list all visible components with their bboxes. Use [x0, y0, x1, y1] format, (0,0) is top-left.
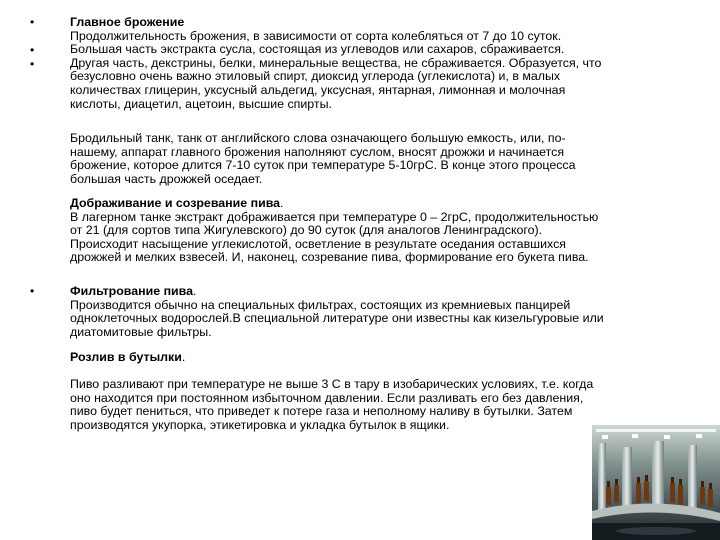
text-line: производятся укупорка, этикетировка и укладка бутылок в ящики.: [70, 417, 450, 432]
section-title: Главное брожение: [70, 15, 185, 29]
section-filtration: [70, 285, 690, 339]
text-line: от 21 (для сортов типа Жигулевского) до 90 суток (для аналогов Ленинградского).: [70, 223, 543, 238]
section-title-line: [70, 197, 690, 211]
text-line: количествах глицерин, уксусный альдегид, уксусная, янтарная, лимонная и молочная: [70, 82, 566, 97]
text-line: Большая часть экстракта сусла, состоящая из углеводов или сахаров, сбраживается.: [70, 42, 565, 57]
section-main-fermentation: [70, 16, 690, 111]
section-title: Дображивание и созревание пива: [70, 196, 281, 210]
text-line: безусловно очень важно этиловый спирт, диоксид углерода (углекислота) и, в малых: [70, 69, 561, 84]
section-title-line: [70, 285, 690, 299]
bottling-line-image: [592, 425, 720, 540]
text-line: большая часть дрожжей оседает.: [70, 171, 263, 186]
text-line: Другая часть, декстрины, белки, минеральные вещества, не сбраживается. Образуется, что: [70, 55, 602, 70]
section-bottling-title: [70, 351, 690, 365]
text-line: кислоты, диацетил, ацетоин, высшие спирты.: [70, 96, 332, 111]
bullet-marker: •: [30, 57, 35, 71]
bullet-marker: •: [30, 15, 35, 29]
bullet-marker: •: [30, 284, 35, 298]
title-punctuation: .: [181, 350, 186, 364]
text-line: Пиво разливают при температуре не выше 3 С в тару в изобарических условиях, т.е. когда: [70, 377, 594, 391]
text-line: дрожжей и мелких взвесей. И, наконец, созревание пива, формирование его букета пива.: [70, 250, 589, 265]
text-line: Происходит насыщение углекислотой, осветление в результате оседания оставшихся: [70, 236, 566, 251]
text-line: Бродильный танк, танк от английского слова означающего большую емкость, или, по-: [70, 131, 566, 145]
section-title: Розлив в бутылки: [70, 350, 182, 364]
text-line: пиво будет пениться, что приведет к потере газа и неполному наливу в бутылки. Затем: [70, 404, 573, 419]
text-line: Продолжительность брожения, в зависимости от сорта колебляться от 7 до 10 суток.: [70, 28, 562, 43]
text-line: брожение, которое длится 7-10 суток при температуре 5-10грС. В конце этого процесса: [70, 158, 576, 173]
title-punctuation: .: [280, 196, 284, 210]
paragraph-fermentation-tank: [70, 132, 690, 186]
text-line: нашему, аппарат главного брожения наполняют суслом, вносят дрожжи и начинается: [70, 144, 565, 159]
text-line: В лагерном танке экстракт дображивается при температуре 0 – 2грС, продолжительностью: [70, 209, 599, 224]
text-line: диатомитовые фильтры.: [70, 324, 212, 339]
bullet-marker: •: [30, 43, 35, 57]
section-maturation: [70, 197, 690, 265]
text-line: Производится обычно на специальных фильтрах, состоящих из кремниевых панцирей: [70, 297, 571, 312]
text-line: одноклеточных водорослей.В специальной литературе они известны как кизельгуровые или: [70, 311, 604, 326]
title-punctuation: .: [193, 284, 197, 298]
text-line: оно находится при постоянном избыточном давлении. Если разливать его без давления,: [70, 390, 584, 405]
section-title: Фильтрование пива: [70, 284, 194, 298]
bottling-line-photo: [592, 425, 720, 540]
section-title-line: [70, 351, 690, 365]
